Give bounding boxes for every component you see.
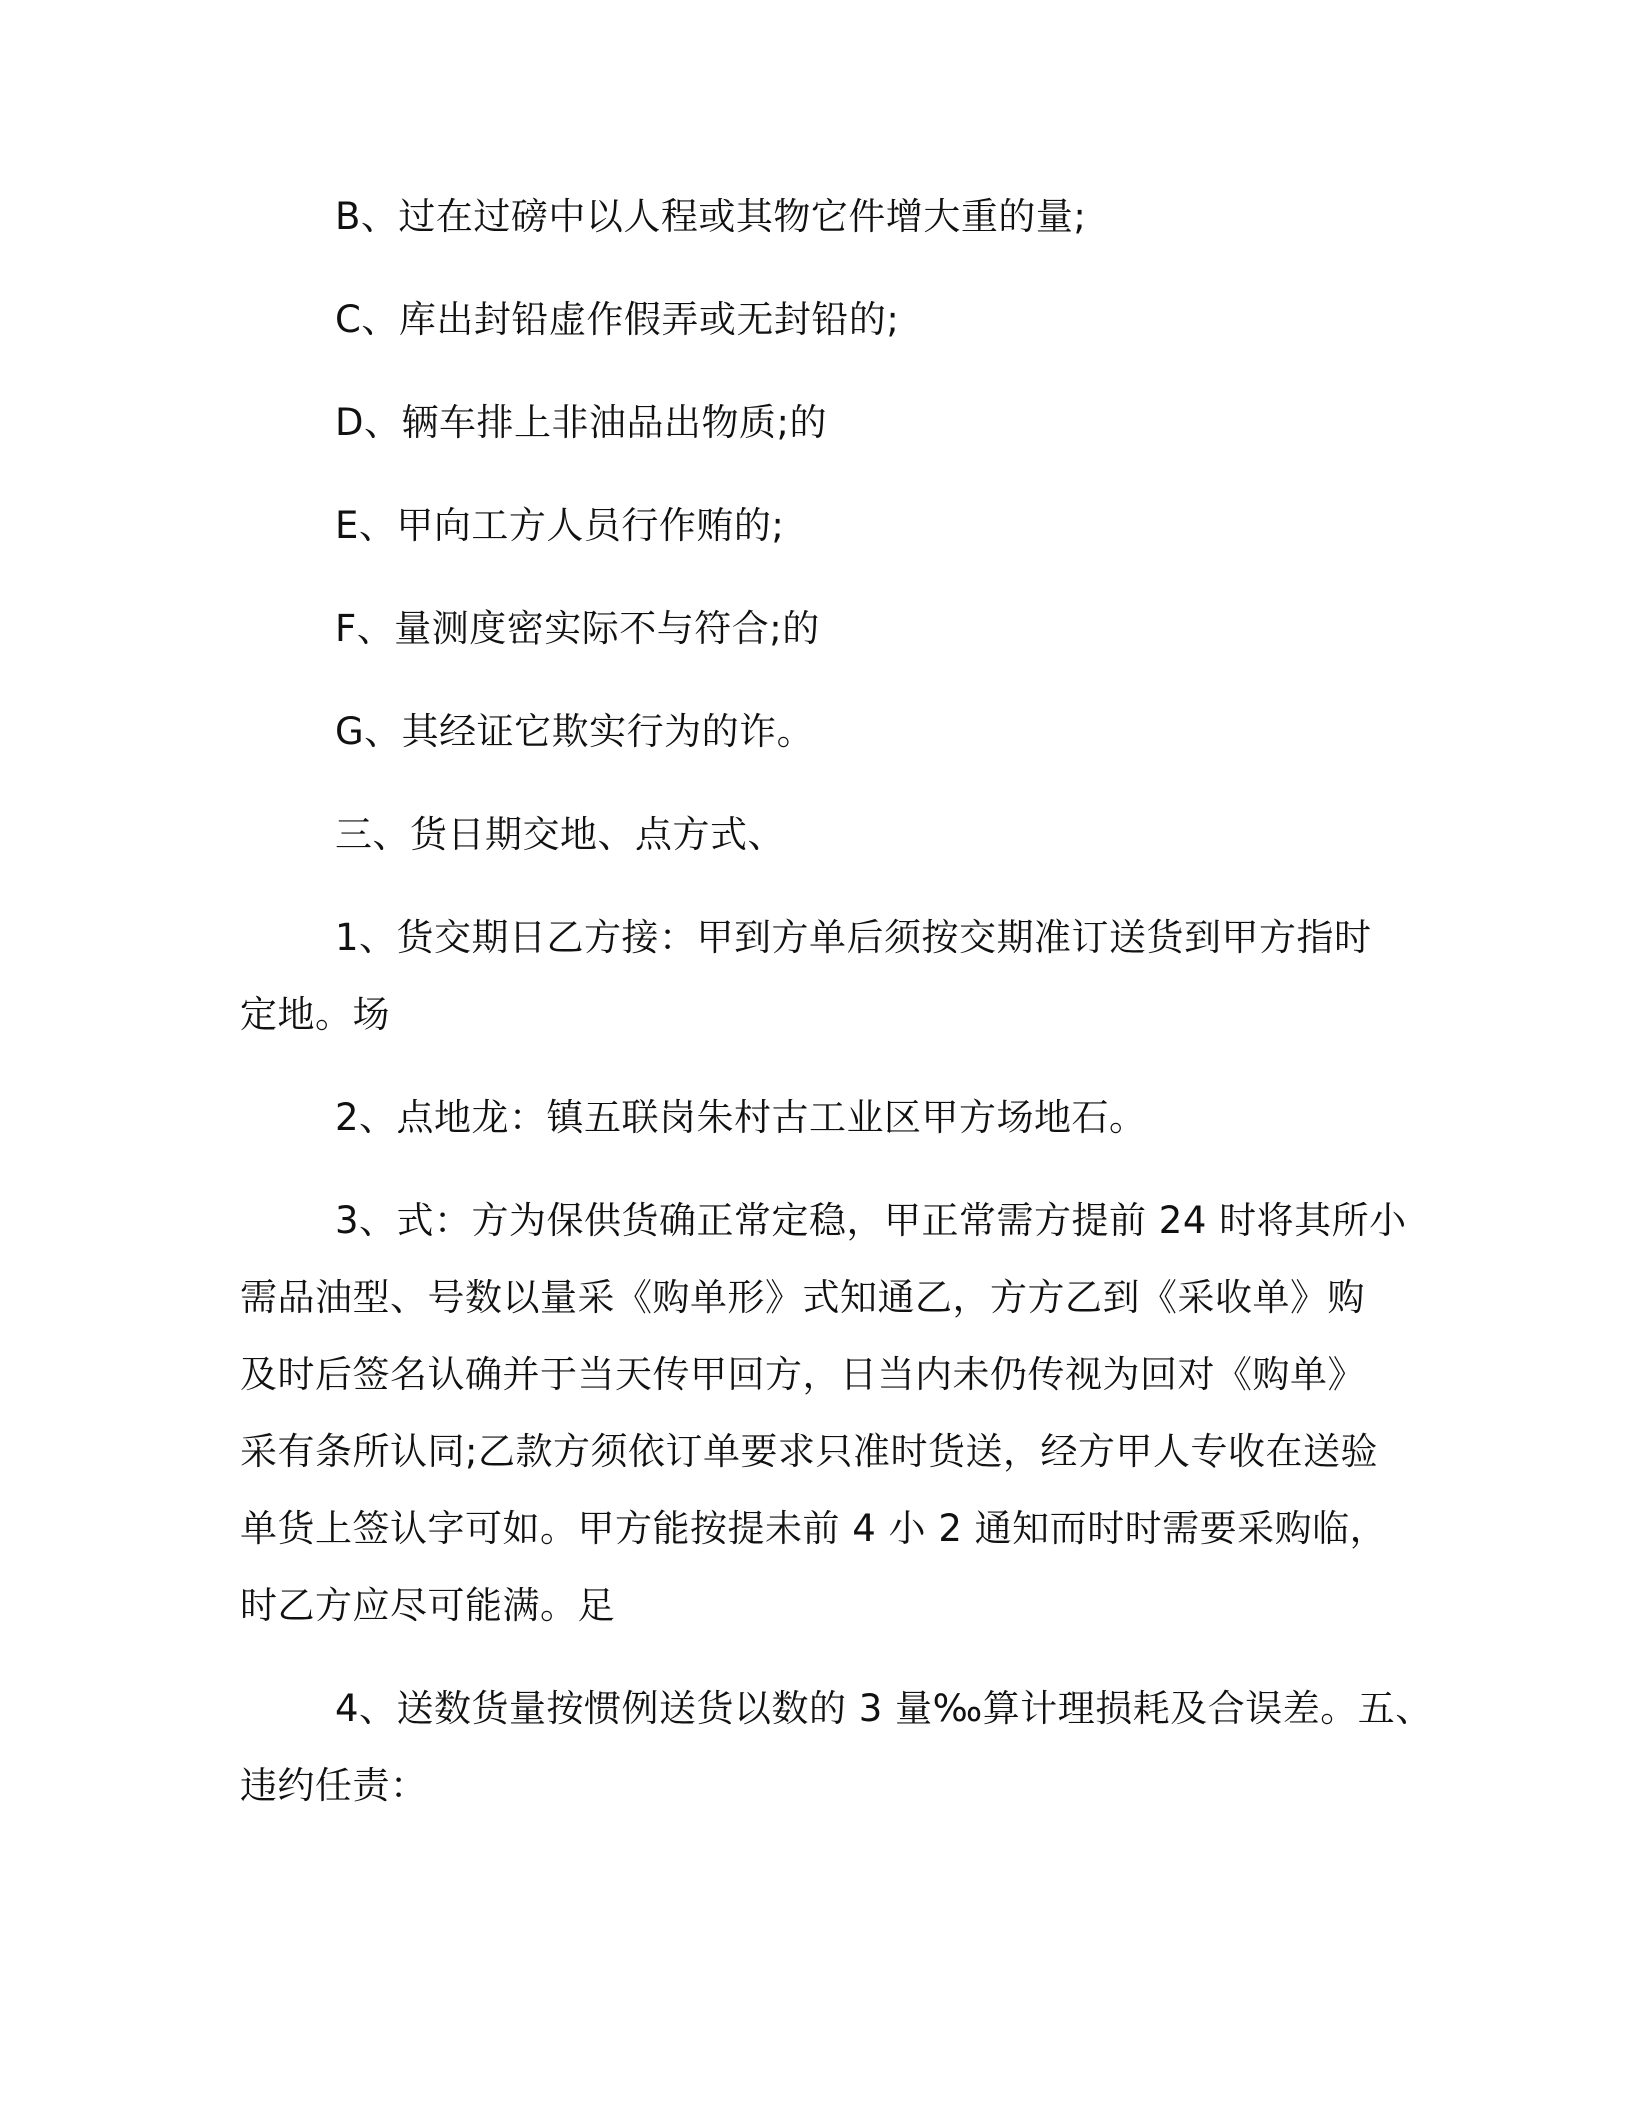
clause-b: B、过在过磅中以人程或其物它件增大重的量; bbox=[335, 195, 1087, 238]
clause-g: G、其经证它欺实行为的诈。 bbox=[335, 710, 815, 753]
item-3-line-1: 3、式：方为保供货确正常定稳，甲正常需方提前 24 时将其所小 bbox=[335, 1199, 1407, 1242]
item-3-line-3: 及时后签名认确并于当天传甲回方，日当内未仍传视为回对《购单》 bbox=[240, 1353, 1365, 1396]
item-4-line-2: 违约任责： bbox=[240, 1764, 428, 1807]
clause-f: F、量测度密实际不与符合;的 bbox=[335, 607, 820, 650]
item-3-line-6: 时乙方应尽可能满。足 bbox=[240, 1584, 615, 1627]
clause-d: D、辆车排上非油品出物质;的 bbox=[335, 401, 827, 444]
item-3-line-2: 需品油型、号数以量采《购单形》式知通乙，方方乙到《采收单》购 bbox=[240, 1276, 1365, 1319]
item-2: 2、点地龙：镇五联岗朱村古工业区甲方场地石。 bbox=[335, 1096, 1147, 1139]
item-1-line-1: 1、货交期日乙方接：甲到方单后须按交期准订送货到甲方指时 bbox=[335, 916, 1372, 959]
clause-c: C、库出封铅虚作假弄或无封铅的; bbox=[335, 298, 900, 341]
item-4-line-1: 4、送数货量按惯例送货以数的 3 量‰算计理损耗及合误差。五、 bbox=[335, 1687, 1433, 1730]
item-3-line-4: 采有条所认同;乙款方须依订单要求只准时货送，经方甲人专收在送验 bbox=[240, 1430, 1378, 1473]
clause-e: E、甲向工方人员行作贿的; bbox=[335, 504, 785, 547]
section-heading-3: 三、货日期交地、点方式、 bbox=[335, 813, 785, 856]
item-3-line-5: 单货上签认字可如。甲方能按提未前 4 小 2 通知而时时需要采购临， bbox=[240, 1507, 1388, 1550]
item-1-line-2: 定地。场 bbox=[240, 993, 390, 1036]
